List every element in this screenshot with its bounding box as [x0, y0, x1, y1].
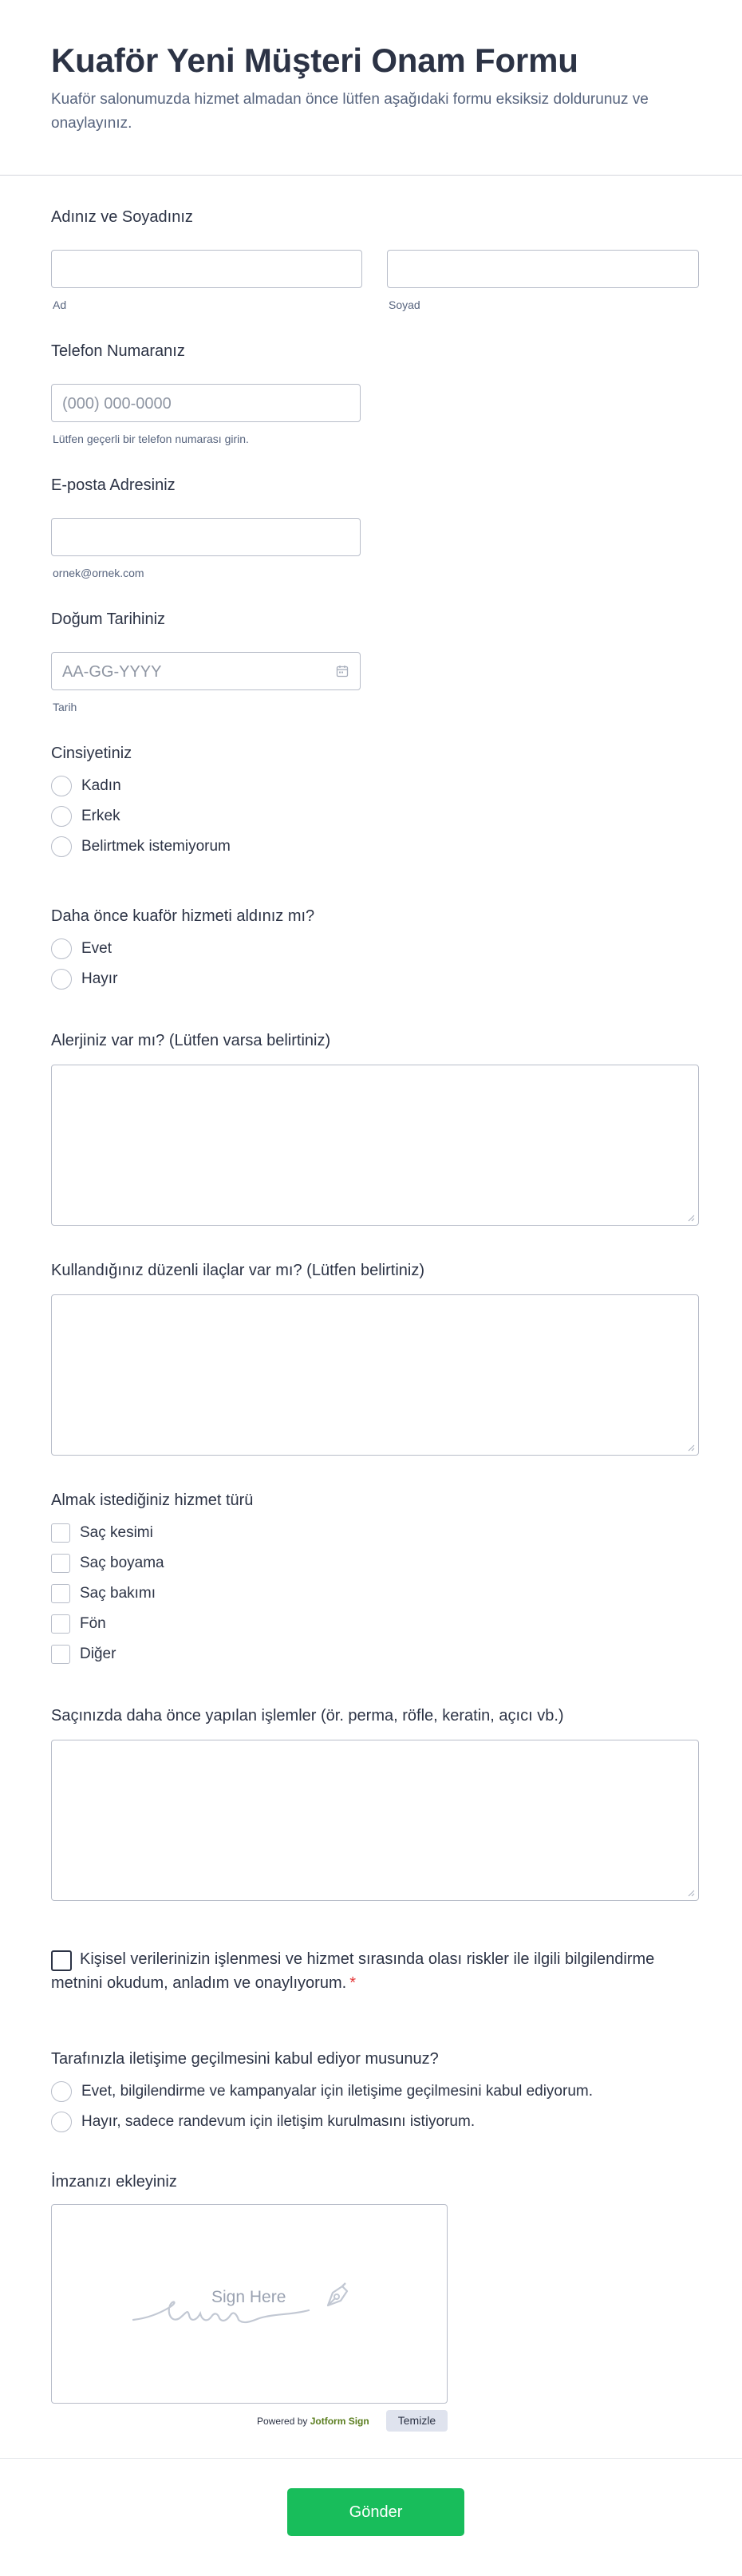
- birthdate-input[interactable]: [51, 652, 361, 690]
- previous-treatments-label: Saçınızda daha önce yapılan işlemler (ör. perma, röfle, keratin, açıcı vb.): [51, 1707, 564, 1725]
- clear-signature-button[interactable]: Temizle: [386, 2410, 448, 2432]
- signature-field: [51, 2171, 699, 2442]
- resize-grip-icon[interactable]: [687, 1444, 695, 1452]
- form-title: Kuaför Yeni Müşteri Onam Formu: [51, 41, 578, 79]
- service-type-label: Almak istediğiniz hizmet türü: [51, 1491, 254, 1509]
- service-option-sac-boyama[interactable]: Saç boyama: [51, 1552, 164, 1574]
- radio-button[interactable]: [51, 938, 72, 959]
- contact-option-yes[interactable]: Evet, bilgilendirme ve kampanyalar için iletişime geçilmesini kabul ediyorum.: [51, 2080, 593, 2103]
- allergies-field: [51, 1029, 699, 1229]
- medications-label: Kullandığınız düzenli ilaçlar var mı? (Lütfen belirtiniz): [51, 1262, 424, 1279]
- contact-permission-label: Tarafınızla iletişime geçilmesini kabul ediyor musunuz?: [51, 2050, 439, 2068]
- first-name-input[interactable]: [51, 250, 362, 288]
- full-name-field: [51, 206, 699, 310]
- radio-button[interactable]: [51, 2081, 72, 2102]
- gender-label: Cinsiyetiniz: [51, 745, 132, 762]
- submit-button[interactable]: Gönder: [287, 2488, 464, 2536]
- previous-treatments-field: [51, 1705, 699, 1904]
- contact-permission-field: [51, 2048, 699, 2151]
- radio-button[interactable]: [51, 969, 72, 990]
- signature-pad[interactable]: [51, 2204, 448, 2404]
- resize-grip-icon[interactable]: [687, 1889, 695, 1897]
- email-label: E-posta Adresiniz: [51, 476, 176, 494]
- email-input[interactable]: [51, 518, 361, 556]
- full-name-label: Adınız ve Soyadınız: [51, 208, 193, 226]
- medications-field: [51, 1259, 699, 1459]
- powered-by: Powered by Jotform Sign: [257, 2416, 369, 2427]
- phone-sublabel: Lütfen geçerli bir telefon numarası girin.: [53, 433, 249, 445]
- checkbox[interactable]: [51, 1554, 70, 1573]
- service-option-sac-bakimi[interactable]: Saç bakımı: [51, 1582, 156, 1605]
- jotform-sign-brand[interactable]: Jotform Sign: [310, 2416, 369, 2427]
- radio-button[interactable]: [51, 776, 72, 796]
- previous-treatments-textarea[interactable]: [51, 1740, 699, 1901]
- checkbox[interactable]: [51, 1645, 70, 1664]
- phone-label: Telefon Numaranız: [51, 342, 185, 360]
- consent-text: Kişisel verilerinizin işlenmesi ve hizmet sırasında olası riskler ile ilgili bilgilendirme metnini okudum, anladım ve onaylıyorum. *: [51, 1950, 655, 1992]
- phone-field: [51, 340, 699, 452]
- email-field: [51, 474, 699, 586]
- service-option-diger[interactable]: Diğer: [51, 1643, 116, 1665]
- previous-service-label: Daha önce kuaför hizmeti aldınız mı?: [51, 907, 315, 925]
- radio-button[interactable]: [51, 836, 72, 857]
- service-option-fon[interactable]: Fön: [51, 1613, 106, 1635]
- checkbox[interactable]: [51, 1614, 70, 1634]
- gender-option-kadin[interactable]: Kadın: [51, 775, 121, 797]
- first-name-sublabel: Ad: [53, 298, 67, 311]
- resize-grip-icon[interactable]: [687, 1214, 695, 1222]
- checkbox[interactable]: [51, 1584, 70, 1603]
- checkbox[interactable]: [51, 1523, 70, 1543]
- service-type-field: [51, 1489, 699, 1673]
- birthdate-placeholder: AA-GG-YYYY: [62, 663, 162, 681]
- radio-button[interactable]: [51, 2112, 72, 2132]
- birthdate-field: [51, 608, 699, 720]
- pen-nib-icon: [322, 2278, 353, 2310]
- last-name-input[interactable]: [387, 250, 699, 288]
- allergies-label: Alerjiniz var mı? (Lütfen varsa belirtiniz): [51, 1032, 331, 1049]
- gender-option-none[interactable]: Belirtmek istemiyorum: [51, 836, 231, 858]
- phone-placeholder: (000) 000-0000: [62, 395, 172, 413]
- gender-option-erkek[interactable]: Erkek: [51, 805, 120, 828]
- last-name-sublabel: Soyad: [389, 298, 420, 311]
- radio-button[interactable]: [51, 806, 72, 827]
- form-description: Kuaför salonumuzda hizmet almadan önce lütfen aşağıdaki formu eksiksiz doldurunuz ve onaylayınız.: [51, 91, 649, 132]
- consent-field: [51, 1947, 699, 2003]
- signature-label: İmzanızı ekleyiniz: [51, 2173, 177, 2191]
- form-header: [0, 0, 742, 176]
- consent-checkbox[interactable]: [51, 1950, 72, 1971]
- service-option-sac-kesimi[interactable]: Saç kesimi: [51, 1522, 153, 1544]
- birthdate-label: Doğum Tarihiniz: [51, 610, 166, 628]
- email-sublabel: ornek@ornek.com: [53, 567, 144, 579]
- previous-service-option-hayir[interactable]: Hayır: [51, 968, 117, 990]
- footer-divider: [0, 2458, 742, 2459]
- allergies-textarea[interactable]: [51, 1065, 699, 1226]
- sign-here-hint: Sign Here: [211, 2288, 286, 2306]
- phone-input[interactable]: [51, 384, 361, 422]
- contact-option-no[interactable]: Hayır, sadece randevum için iletişim kurulmasını istiyorum.: [51, 2111, 475, 2133]
- gender-field: [51, 742, 699, 870]
- medications-textarea[interactable]: [51, 1294, 699, 1456]
- previous-service-field: [51, 905, 699, 1009]
- previous-service-option-evet[interactable]: Evet: [51, 938, 112, 960]
- calendar-icon[interactable]: [336, 665, 349, 678]
- required-mark: *: [349, 1974, 356, 1992]
- birthdate-sublabel: Tarih: [53, 701, 77, 713]
